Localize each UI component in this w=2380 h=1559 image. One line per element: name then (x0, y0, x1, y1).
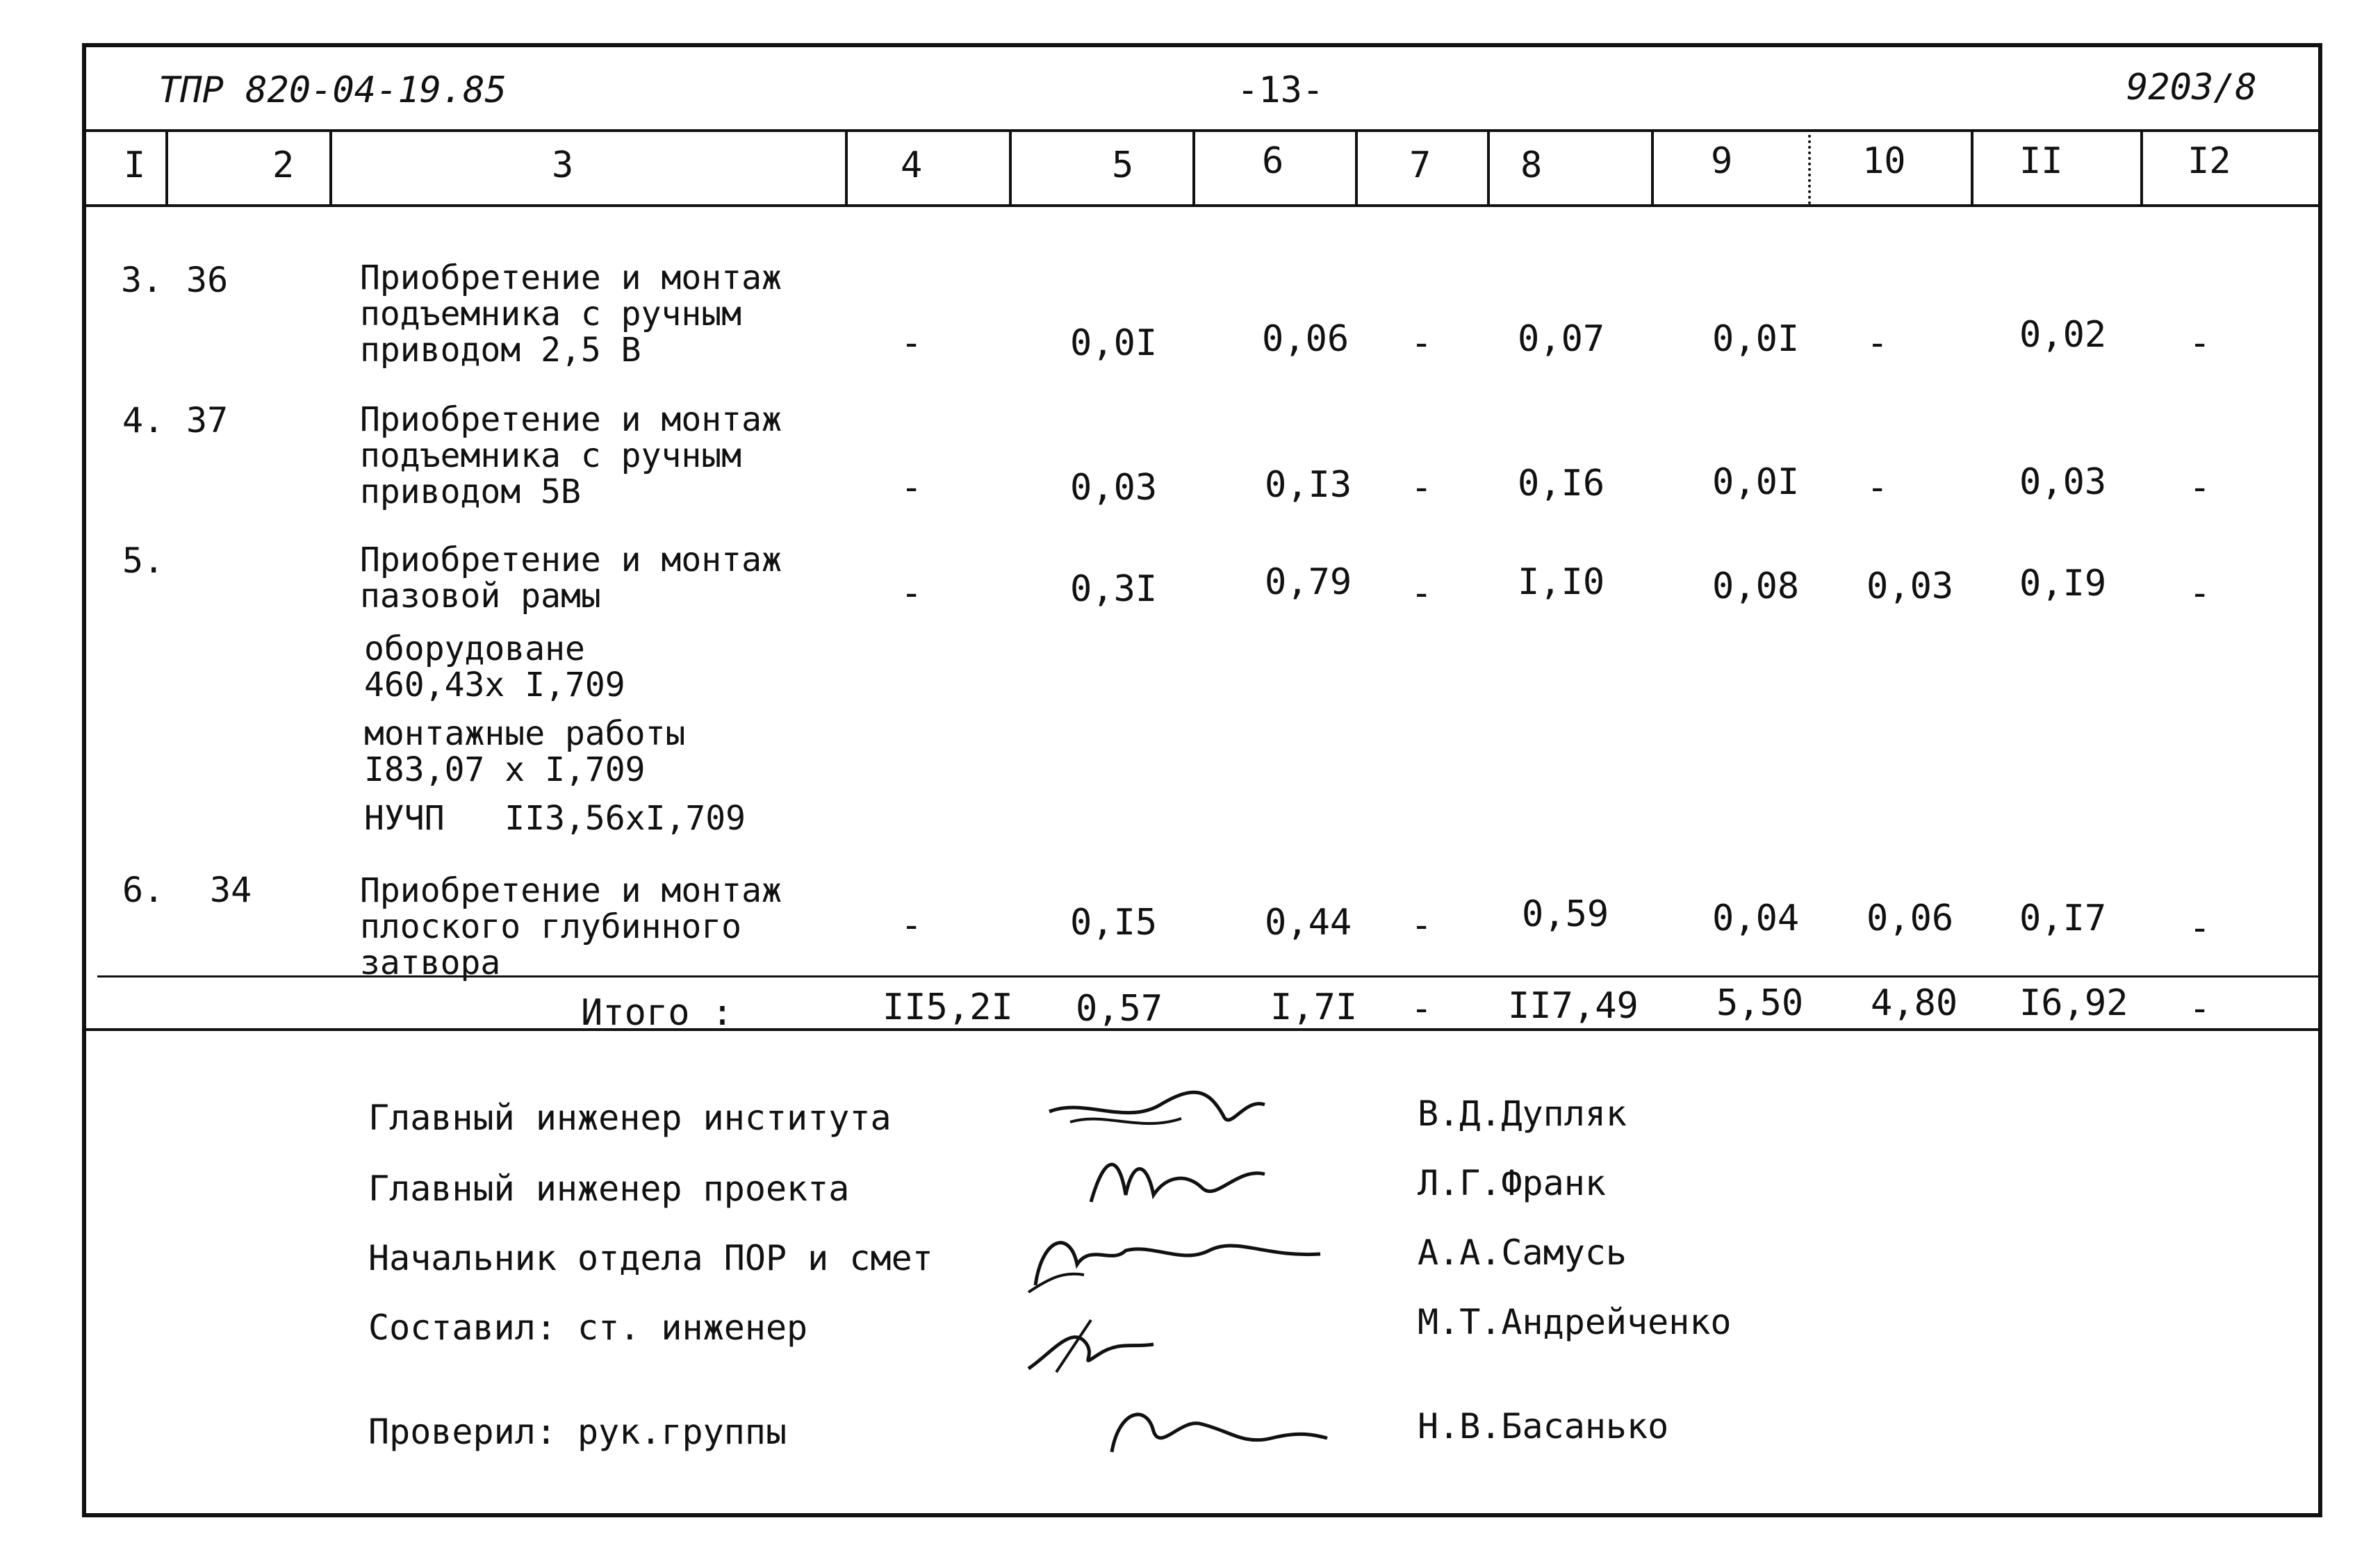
cell-col12: - (2189, 907, 2211, 949)
row-description: Приобретение и монтаж подъемника с ручным приводом 5В (360, 400, 782, 511)
row-note: оборудоване 460,43х I,709 (364, 629, 625, 704)
cell-col6: 0,06 (1262, 318, 1349, 360)
row-number: 4. (122, 400, 165, 440)
col-divider (1009, 129, 1012, 204)
col-divider (1651, 129, 1654, 204)
total-col4: II5,2I (883, 987, 1013, 1028)
cell-col6: 0,I3 (1265, 464, 1352, 506)
signature-scribble (1084, 1146, 1279, 1216)
cell-col10: - (1866, 322, 1889, 364)
cell-col10: 0,03 (1866, 566, 1954, 607)
total-bottom-rule (82, 1028, 2322, 1031)
cell-col7: - (1411, 905, 1433, 946)
cell-col9: 0,0I (1712, 461, 1800, 503)
col-header-7: 7 (1409, 145, 1431, 186)
row-code: 34 (210, 870, 252, 910)
cell-col8: 0,I6 (1518, 463, 1605, 504)
col-header-1: I (124, 145, 146, 186)
total-col10: 4,80 (1871, 982, 1958, 1024)
cell-col10: - (1866, 467, 1889, 509)
col-divider (329, 129, 332, 204)
col-divider (1355, 129, 1358, 204)
signature-scribble (1015, 1223, 1334, 1299)
cell-col7: - (1411, 322, 1433, 364)
col-divider (1487, 129, 1490, 204)
cell-col10: 0,06 (1866, 898, 1954, 939)
cell-col4: - (901, 322, 923, 364)
col-divider (1808, 129, 1811, 204)
col-divider (2140, 129, 2143, 204)
col-header-12: I2 (2188, 140, 2231, 182)
signature-scribble (1015, 1306, 1181, 1383)
cell-col8: 0,59 (1522, 893, 1609, 935)
total-col12: - (2189, 988, 2211, 1030)
signer-role: Составил: ст. инженер (368, 1308, 808, 1348)
signer-name: В.Д.Дупляк (1418, 1094, 1627, 1134)
cell-col11: 0,I7 (2019, 898, 2107, 939)
cell-col7: - (1411, 572, 1433, 614)
cell-col7: - (1411, 467, 1433, 509)
row-number: 3. (121, 260, 163, 300)
page-number: -13- (1237, 69, 1324, 111)
row-description: Приобретение и монтаж пазовой рамы (360, 541, 782, 616)
cell-col5: 0,03 (1070, 467, 1158, 509)
cell-col5: 0,3I (1070, 568, 1158, 610)
col-header-3: 3 (552, 145, 574, 186)
signer-role: Начальник отдела ПОР и смет (368, 1238, 933, 1278)
col-header-5: 5 (1112, 145, 1134, 186)
cell-col5: 0,I5 (1070, 902, 1158, 943)
cell-col4: - (901, 572, 923, 614)
row-number: 5. (122, 541, 165, 581)
col-divider (845, 129, 848, 204)
col-header-2: 2 (272, 145, 295, 186)
col-header-11: II (2019, 140, 2063, 182)
total-col7: - (1411, 988, 1433, 1030)
cell-col5: 0,0I (1070, 322, 1158, 364)
cell-col9: 0,08 (1712, 566, 1800, 607)
signer-role: Главный инженер проекта (368, 1169, 850, 1209)
total-label: Итого : (581, 992, 734, 1034)
col-header-9: 9 (1711, 140, 1733, 182)
cell-col12: - (2189, 572, 2211, 614)
total-col9: 5,50 (1716, 982, 1804, 1024)
signer-role: Главный инженер института (368, 1098, 892, 1138)
col-divider (1192, 129, 1195, 204)
cell-col12: - (2189, 467, 2211, 509)
total-col5: 0,57 (1076, 988, 1163, 1030)
col-header-6: 6 (1262, 140, 1284, 182)
cell-col11: 0,02 (2019, 314, 2107, 356)
signature-scribble (1042, 1084, 1272, 1146)
cell-col9: 0,0I (1712, 318, 1800, 360)
row-note: монтажные работы I83,07 х I,709 (364, 714, 686, 789)
col-divider (165, 129, 168, 204)
row-code: 36 (186, 260, 229, 300)
signer-name: М.Т.Андрейченко (1418, 1302, 1732, 1342)
row-code: 37 (186, 400, 229, 440)
row-number: 6. (122, 870, 165, 910)
cell-col9: 0,04 (1712, 898, 1800, 939)
cell-col6: 0,44 (1265, 902, 1352, 943)
header-rule (82, 129, 2322, 132)
col-divider (1971, 129, 1973, 204)
cell-col4: - (901, 467, 923, 509)
cell-col11: 0,I9 (2019, 563, 2107, 604)
total-col6: I,7I (1270, 987, 1358, 1028)
signature-scribble (1098, 1396, 1334, 1466)
col-header-4: 4 (901, 145, 923, 186)
total-col11: I6,92 (2019, 982, 2128, 1024)
cell-col11: 0,03 (2019, 461, 2107, 503)
signer-role: Проверил: рук.группы (368, 1412, 787, 1452)
total-col8: II7,49 (1508, 985, 1639, 1027)
sheet-number: 9203/8 (2126, 67, 2257, 108)
cell-col8: 0,07 (1518, 318, 1605, 360)
signer-name: Н.В.Басанько (1418, 1406, 1669, 1446)
cell-col4: - (901, 905, 923, 946)
cell-col6: 0,79 (1265, 561, 1352, 603)
row-description: Приобретение и монтаж плоского глубинного затвора (360, 871, 782, 982)
signer-name: Л.Г.Франк (1418, 1163, 1606, 1203)
row-description: Приобретение и монтаж подъемника с ручным приводом 2,5 В (360, 258, 782, 370)
doc-code: ТПР 820-04-19.85 (158, 69, 507, 111)
col-header-8: 8 (1520, 145, 1543, 186)
cell-col8: I,I0 (1518, 561, 1605, 603)
cell-col12: - (2189, 322, 2211, 364)
column-header-rule (82, 204, 2322, 207)
signer-name: А.А.Самусь (1418, 1232, 1627, 1273)
row-note: НУЧП II3,56хI,709 (364, 799, 746, 838)
col-header-10: 10 (1862, 140, 1906, 182)
